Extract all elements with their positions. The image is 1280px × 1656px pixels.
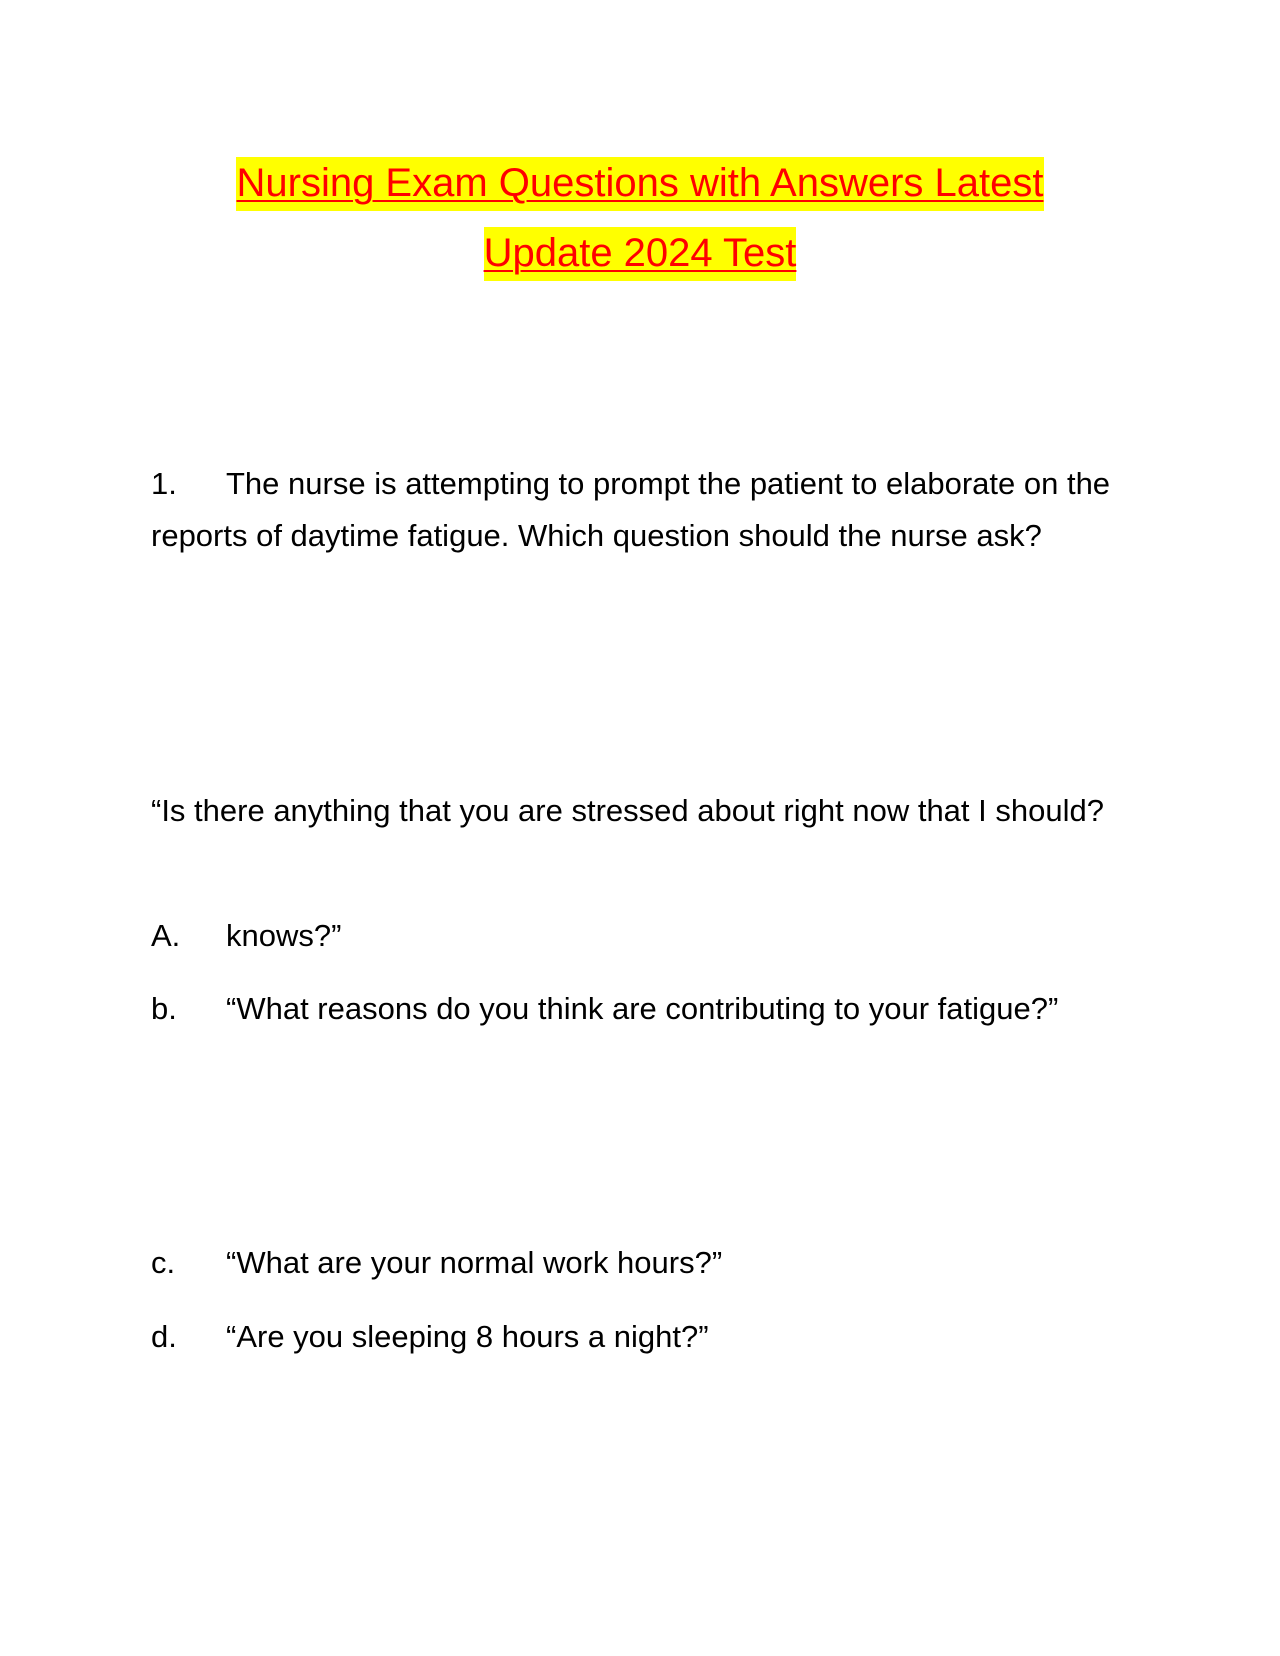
option-text: “What are your normal work hours?” [226,1245,723,1280]
option-text: “Are you sleeping 8 hours a night?” [226,1319,709,1354]
question-1 [151,458,1141,562]
title-text-1: Nursing Exam Questions with Answers Latest [236,157,1043,211]
option-marker: c. [151,1245,176,1280]
title-line-2 [0,218,1280,288]
option-text: knows?” [226,918,342,953]
option-marker: b. [151,991,177,1026]
question-text: The nurse is attempting to prompt the patient to elaborate on the reports of daytime fatigue. Which question should the nurse ask? [151,466,1111,553]
question-stem-continuation: “Is there anything that you are stressed about right now that I should? [151,793,1104,828]
question-number: 1. [151,466,177,501]
option-b [151,983,1141,1035]
title-line-1 [0,148,1280,218]
option-c [151,1237,1141,1289]
option-text: “What reasons do you think are contributing to your fatigue?” [226,991,1059,1026]
option-marker: d. [151,1319,177,1354]
option-d [151,1311,1141,1363]
option-a [151,910,1141,962]
title-text-2: Update 2024 Test [484,227,797,281]
document-title [0,148,1280,288]
option-marker: A. [151,918,181,953]
